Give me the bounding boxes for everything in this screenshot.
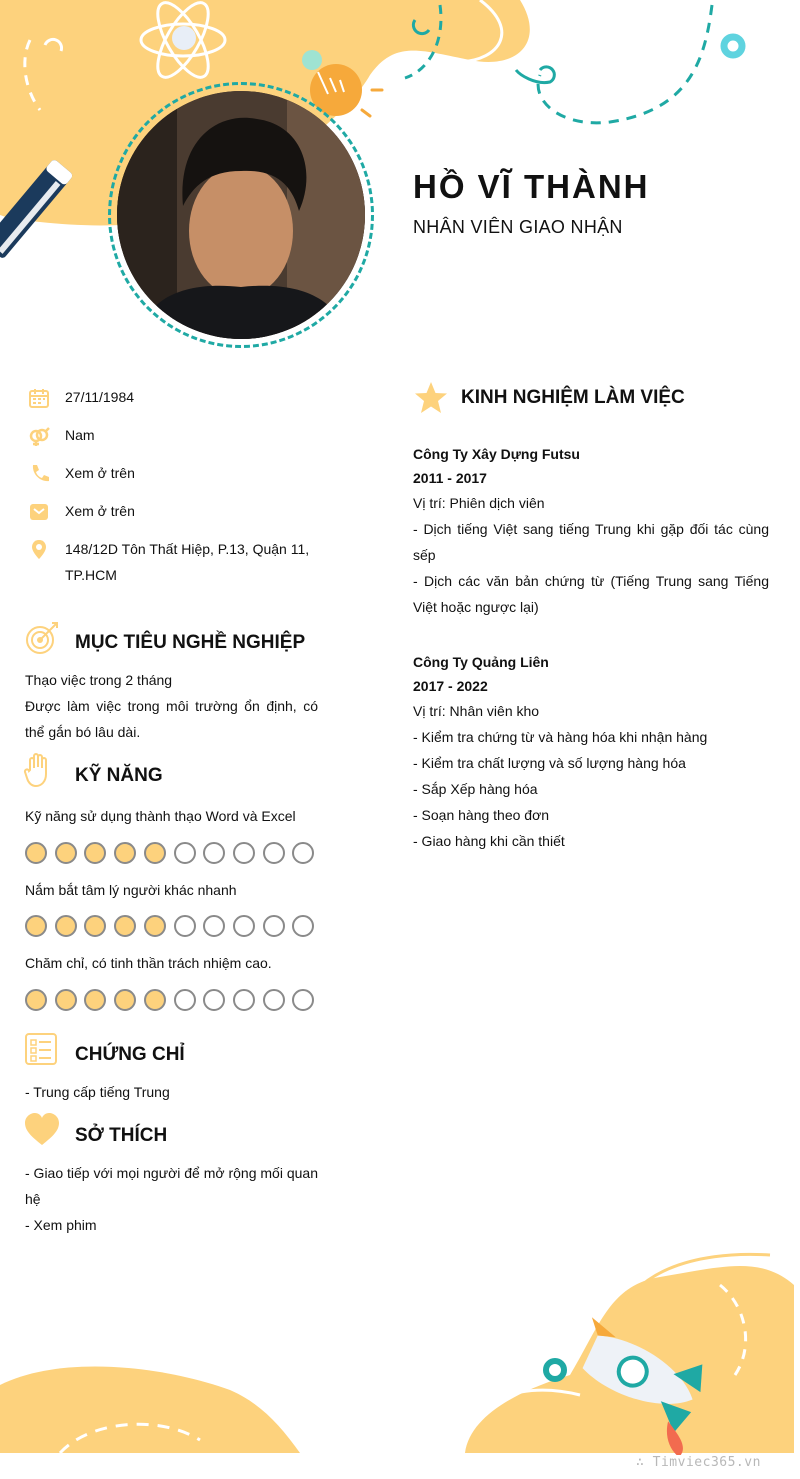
rating-dot-empty xyxy=(263,989,285,1011)
job-entry xyxy=(413,442,769,620)
job-line: - Dịch tiếng Việt sang tiếng Trung khi gặp đối tác cùng sếp xyxy=(413,521,769,563)
objective-line: Được làm việc trong môi trường ổn định, có thể gắn bó lâu dài. xyxy=(25,698,318,740)
rating-dot-filled xyxy=(55,842,77,864)
job-line: - Soạn hàng theo đơn xyxy=(413,807,550,823)
phone-text: Xem ở trên xyxy=(65,465,135,481)
job-line: - Giao hàng khi cần thiết xyxy=(413,833,565,849)
rating-dot-filled xyxy=(55,989,77,1011)
skill-label: Nắm bắt tâm lý người khác nhanh xyxy=(25,882,237,898)
gender-text: Nam xyxy=(65,427,95,443)
rating-dot-empty xyxy=(203,842,225,864)
contact-phone xyxy=(28,460,328,486)
rating-dot-filled xyxy=(144,989,166,1011)
certificate-line: - Trung cấp tiếng Trung xyxy=(25,1084,170,1100)
birthdate-text: 27/11/1984 xyxy=(65,389,135,405)
rating-dot-empty xyxy=(292,989,314,1011)
email-text: Xem ở trên xyxy=(65,503,135,519)
rating-dot-empty xyxy=(233,989,255,1011)
rating-dot-filled xyxy=(25,842,47,864)
full-name: HỒ VĨ THÀNH xyxy=(413,168,650,205)
objective-text xyxy=(25,667,318,745)
calendar-icon xyxy=(28,387,50,409)
hobby-line: - Giao tiếp với mọi người để mở rộng mối quan hệ xyxy=(25,1165,318,1207)
rating-dot-empty xyxy=(263,915,285,937)
star-icon xyxy=(413,380,449,416)
rating-dot-empty xyxy=(233,842,255,864)
rating-dot-filled xyxy=(55,915,77,937)
rating-dot-filled xyxy=(84,915,106,937)
job-line: Vị trí: Phiên dịch viên xyxy=(413,495,545,511)
skills-title: KỸ NĂNG xyxy=(75,765,163,786)
watermark: ∴ Timviec365.vn xyxy=(636,1455,761,1470)
job-line: - Sắp Xếp hàng hóa xyxy=(413,781,538,797)
skill-label: Chăm chỉ, có tinh thần trách nhiệm cao. xyxy=(25,955,272,971)
rating-dot-empty xyxy=(174,989,196,1011)
rating-dot-filled xyxy=(144,842,166,864)
checklist-icon xyxy=(24,1032,60,1068)
rating-dot-empty xyxy=(174,842,196,864)
rating-dot-filled xyxy=(144,915,166,937)
target-icon xyxy=(24,620,60,656)
rating-dot-empty xyxy=(292,915,314,937)
rating-dot-empty xyxy=(203,989,225,1011)
contact-gender xyxy=(28,422,328,448)
company-name: Công Ty Quảng Liên xyxy=(413,654,549,670)
skill-rating xyxy=(25,989,325,1013)
hobby-line: - Xem phim xyxy=(25,1217,97,1233)
contact-birthdate xyxy=(28,384,328,410)
job-line: - Dịch các văn bản chứng từ (Tiếng Trung sang Tiếng Việt hoặc ngược lại) xyxy=(413,573,769,615)
skill-rating xyxy=(25,915,325,939)
footer-decoration xyxy=(0,1215,800,1455)
experience-title: KINH NGHIỆM LÀM VIỆC xyxy=(461,387,685,408)
job-entry xyxy=(413,650,769,854)
skill-rating xyxy=(25,842,325,866)
address-text: 148/12D Tôn Thất Hiệp, P.13, Quận 11, TP.HCM xyxy=(65,541,310,583)
contact-email xyxy=(28,498,328,524)
rating-dot-filled xyxy=(114,989,136,1011)
skill-label: Kỹ năng sử dụng thành thạo Word và Excel xyxy=(25,808,296,824)
job-title: NHÂN VIÊN GIAO NHẬN xyxy=(413,217,623,237)
email-icon xyxy=(28,501,50,523)
rating-dot-empty xyxy=(292,842,314,864)
rating-dot-filled xyxy=(114,915,136,937)
rating-dot-empty xyxy=(203,915,225,937)
job-years: 2011 - 2017 xyxy=(413,470,487,486)
job-line: Vị trí: Nhân viên kho xyxy=(413,703,540,719)
contact-address xyxy=(28,536,328,588)
objective-line: Thạo việc trong 2 tháng xyxy=(25,672,173,688)
hobbies-title: SỞ THÍCH xyxy=(75,1125,168,1146)
rating-dot-filled xyxy=(84,989,106,1011)
rating-dot-empty xyxy=(263,842,285,864)
hand-icon xyxy=(22,752,58,788)
certificates-title: CHỨNG CHỈ xyxy=(75,1044,185,1065)
location-pin-icon xyxy=(28,539,50,561)
phone-icon xyxy=(28,463,50,485)
job-line: - Kiểm tra chất lượng và số lượng hàng hóa xyxy=(413,755,686,771)
job-years: 2017 - 2022 xyxy=(413,678,488,694)
rating-dot-filled xyxy=(25,989,47,1011)
rating-dot-filled xyxy=(25,915,47,937)
gender-icon xyxy=(28,425,50,447)
company-name: Công Ty Xây Dựng Futsu xyxy=(413,446,580,462)
rating-dot-filled xyxy=(114,842,136,864)
rating-dot-filled xyxy=(84,842,106,864)
avatar xyxy=(117,91,365,339)
rating-dot-empty xyxy=(174,915,196,937)
heart-icon xyxy=(24,1112,60,1148)
objective-title: MỤC TIÊU NGHỀ NGHIỆP xyxy=(75,632,306,653)
job-line: - Kiểm tra chứng từ và hàng hóa khi nhận hàng xyxy=(413,729,708,745)
rating-dot-empty xyxy=(233,915,255,937)
